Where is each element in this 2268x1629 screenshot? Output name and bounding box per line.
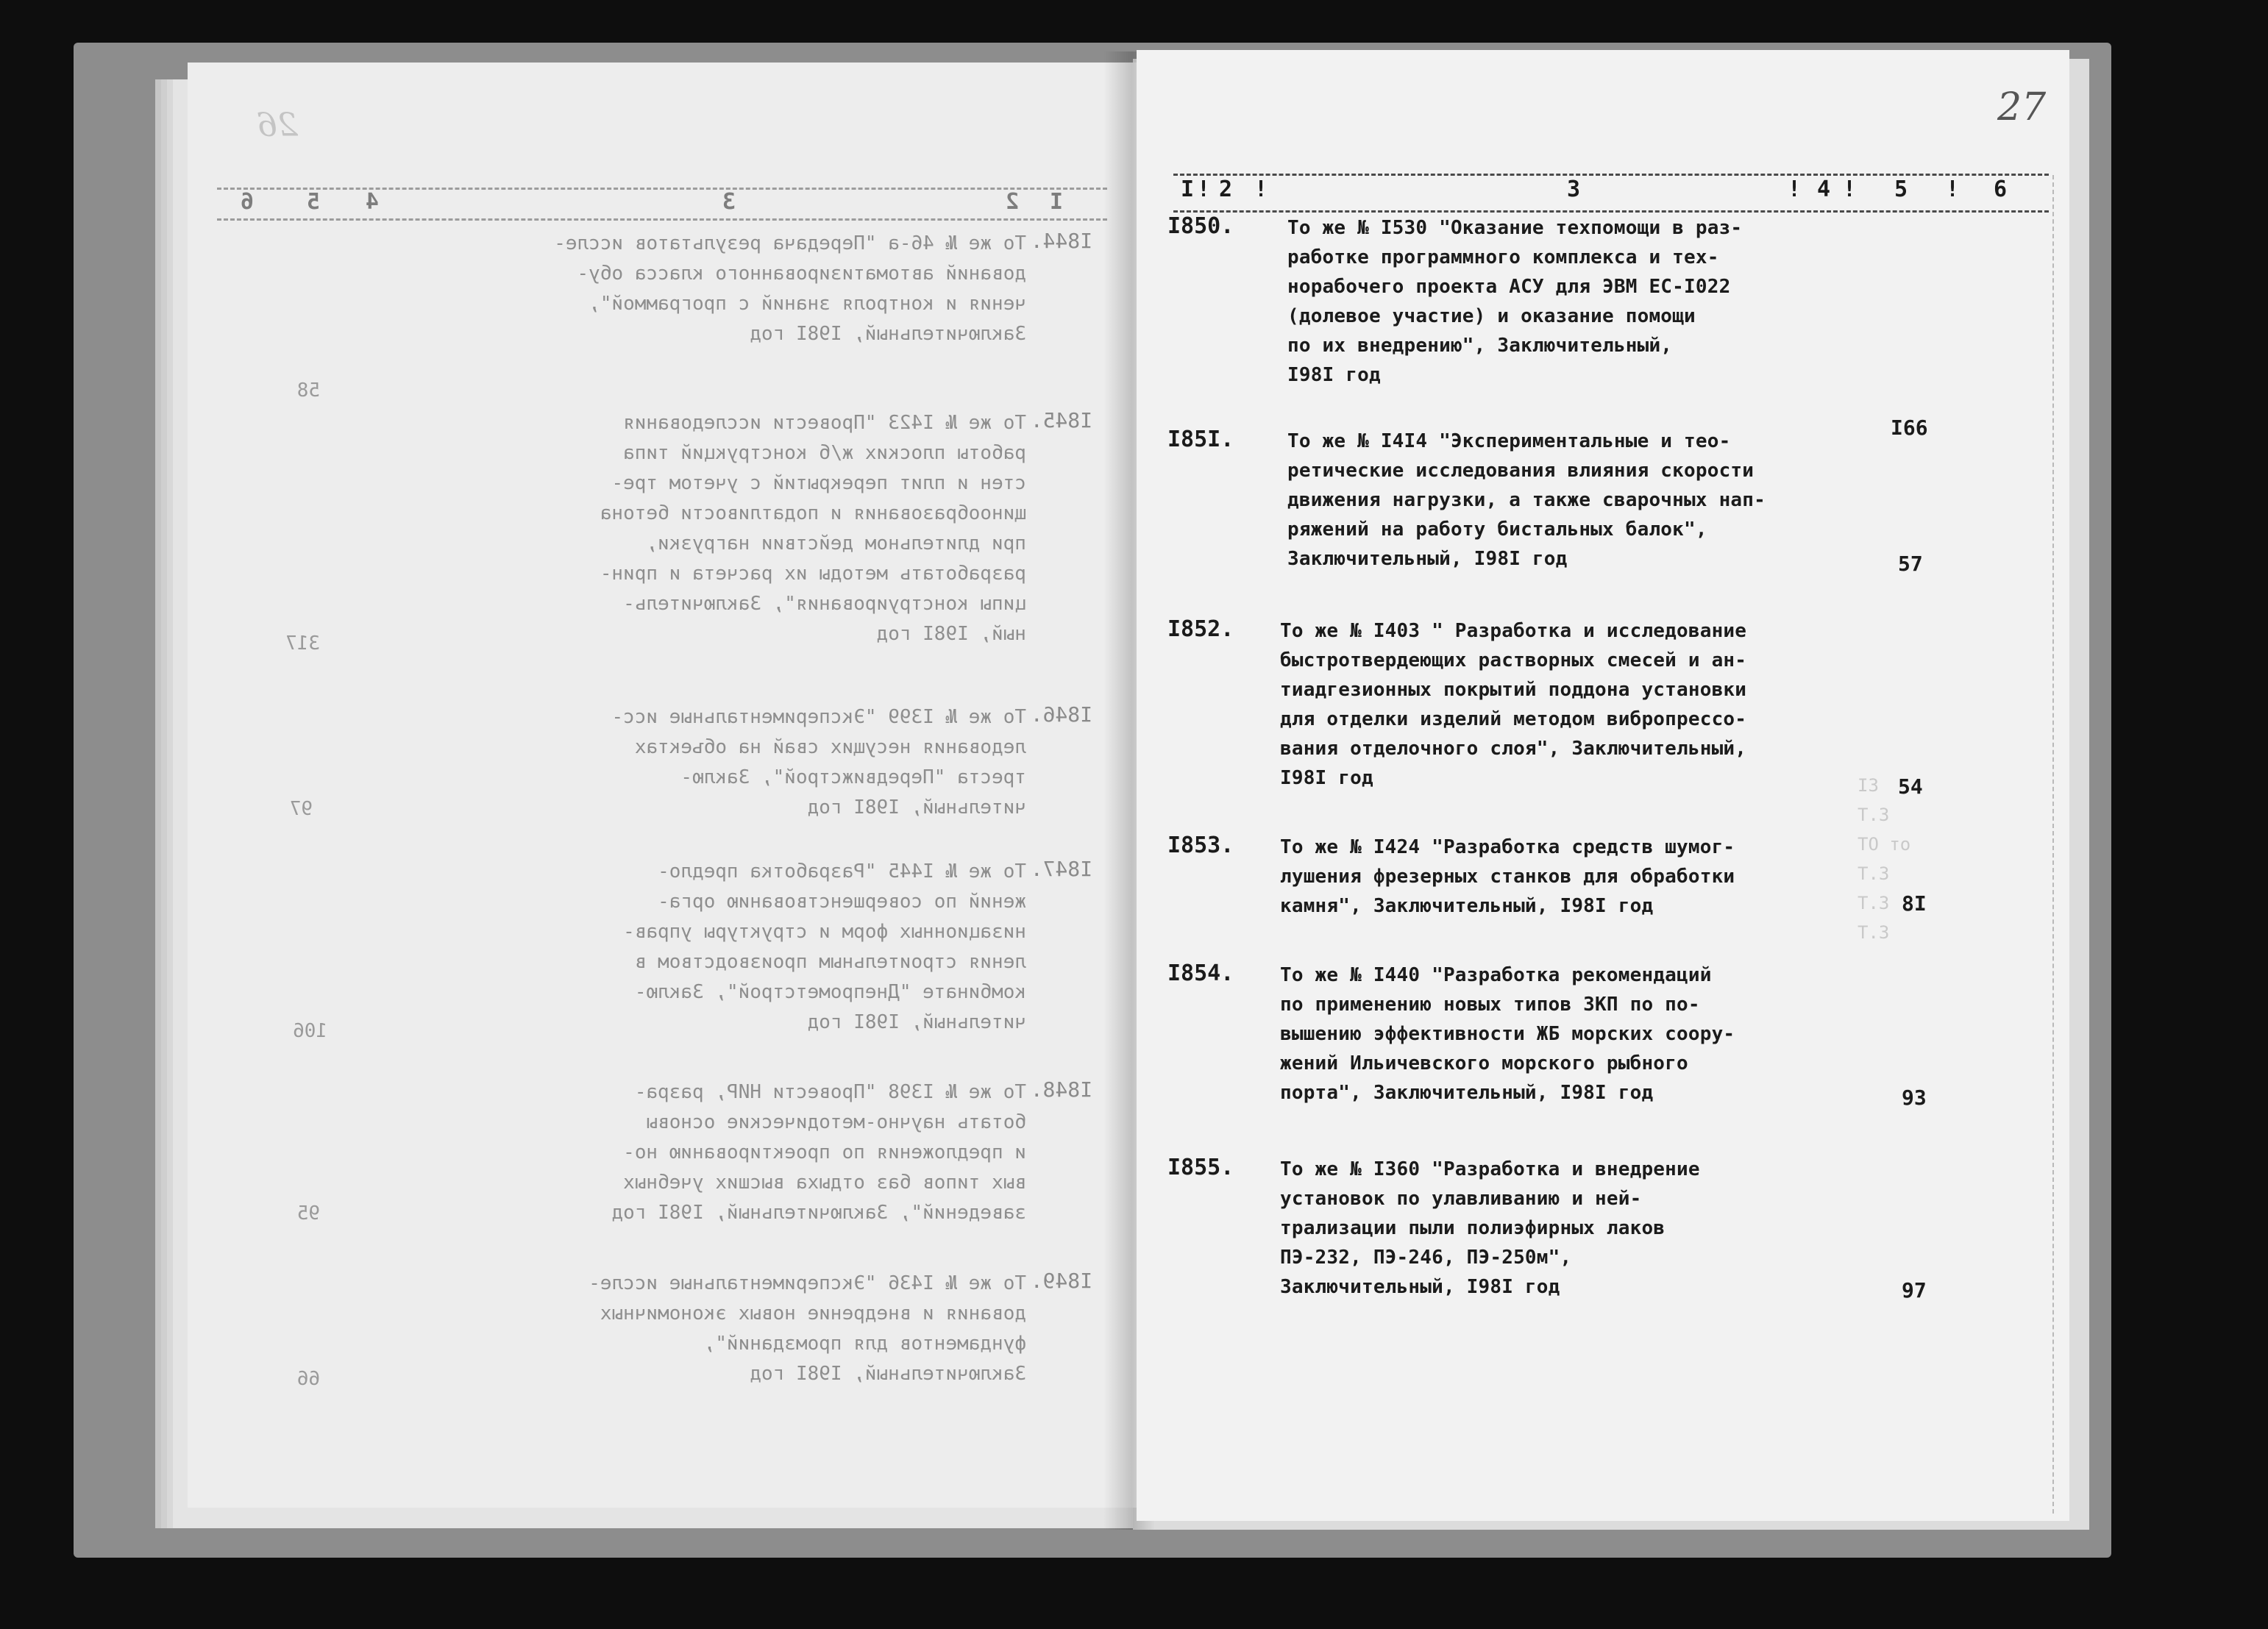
entry-value: 106 [293, 1020, 327, 1042]
header-col-2: 2 [1005, 189, 1019, 215]
header-rule-bottom [217, 218, 1107, 221]
header-col-4: 4 [1817, 177, 1831, 202]
header-sep: ! [1788, 177, 1802, 202]
entry-number: I850. [1167, 213, 1234, 239]
entry-number: I847. [1030, 857, 1092, 881]
header-col-4: 4 [365, 189, 379, 215]
entry-number: I852. [1167, 616, 1234, 642]
entry-number: I846. [1030, 702, 1092, 727]
entry-value: 97 [289, 798, 313, 820]
header-col-3: 3 [1567, 177, 1581, 202]
bleed-through-text: I3 Т.З ТО то Т.З Т.З Т.З [1858, 775, 1911, 943]
entry-value: 57 [1898, 552, 1923, 576]
entry-number: I85I. [1167, 427, 1234, 452]
entry-text: То же № I424 "Разработка средств шумог- лушения фрезерных станков для обработки камня", Заключительный, I98I год [1280, 836, 1735, 917]
header-sep: ! [1254, 177, 1268, 202]
entry-text: То же № I360 "Разработка и внедрение установок по улавливанию и ней- трализации пыли полиэфирных лаков ПЭ-232, ПЭ-246, ПЭ-250м", Заключительный, I98I год [1280, 1158, 1700, 1298]
header-sep: ! [1843, 177, 1857, 202]
header-col-5: 5 [306, 189, 320, 215]
right-page [1137, 50, 2069, 1521]
left-page-number: 26 [257, 107, 298, 144]
entry-text: То же № I530 "Оказание техпомощи в раз- работке программного комплекса и тех- норабочего проекта АСУ для ЭВМ ЕС-I022 (долевое участие) и оказание помощи по их внедрению", Заключительный, I98I год [1287, 217, 1743, 386]
entry-value: 54 [1898, 774, 1923, 799]
page-number: 27 [1997, 85, 2047, 129]
header-rule-top [1173, 174, 2049, 176]
entry-text: То же № I445 "Разработка предло- жений по совершенствованию орга- низационных форм и структуры управ- ления строительным производством в комбинате "Днепрометстрой", Заклю- чительный, I98I год [623, 860, 1026, 1033]
entry-value: 97 [1902, 1278, 1927, 1302]
entry-value: 66 [296, 1368, 320, 1390]
entry-number: I848. [1030, 1077, 1092, 1102]
header-col-1: I [1049, 189, 1063, 215]
margin-perforation [2052, 175, 2054, 1514]
left-page [188, 63, 1137, 1508]
entry-value: I66 [1891, 416, 1928, 440]
entry-text: То же № I398 "Провести НИР, разра- ботать научно-методические основы и предложения по проектированию но- вых типов баз отдыха высших учебных заведений", Заключительный, I98I год [611, 1081, 1026, 1224]
entry-value: 8I [1902, 891, 1927, 916]
entry-number: I855. [1167, 1155, 1234, 1180]
header-sep: ! [1197, 177, 1211, 202]
entry-value: 95 [296, 1202, 320, 1225]
entry-value: 58 [296, 379, 320, 402]
entry-number: I844. [1030, 229, 1092, 253]
header-col-6: 6 [240, 189, 254, 215]
entry-number: I849. [1030, 1269, 1092, 1293]
entry-text: То же № I436 "Экспериментальные иссле- дования и внедрение новых экономичных фундаментов для промзданий", Заключительный, I98I год [589, 1272, 1026, 1385]
header-rule-top [217, 188, 1107, 190]
entry-number: I853. [1167, 833, 1234, 858]
header-col-2: 2 [1219, 177, 1233, 202]
entry-text: То же № I440 "Разработка рекомендаций по применению новых типов ЗКП по по- вышению эффективности ЖБ морских соору- жений Ильичевского морского рыбного порта", Заключительный, I98I год [1280, 964, 1735, 1104]
entry-text: То же № I4I4 "Экспериментальные и тео- ретические исследования влияния скорости движения нагрузки, а также сварочных нап- ряжений на работу бистальных балок", Заключительный, I98I год [1287, 430, 1766, 570]
header-col-5: 5 [1894, 177, 1908, 202]
entry-text: То же № 46-а "Передача результатов иссле- дований автоматизированного класса обу- чения и контроля знаний с программой", Заключительный, I98I год [554, 232, 1026, 345]
header-col-6: 6 [1994, 177, 2008, 202]
header-rule-bottom [1173, 210, 2049, 213]
entry-number: I854. [1167, 960, 1234, 986]
header-sep: ! [1946, 177, 1960, 202]
header-col-3: 3 [722, 189, 736, 215]
entry-value: 317 [285, 632, 320, 655]
entry-text: То же № I423 "Провести исследования работы плоских ж/б конструкций типа стен и плит перекрытий с учетом тре- щинообразования и податливости бетона при длительном действии нагрузки, разработать методы их расчета и прин- ципы конструирования", Заключитель- ный, I98I год [600, 412, 1026, 645]
entry-number: I845. [1030, 408, 1092, 432]
entry-value: 93 [1902, 1086, 1927, 1110]
entry-text: То же № I403 " Разработка и исследование быстротвердеющих растворных смесей и ан- тиадгезионных покрытий поддона установки для отделки изделий методом вибропрессо- вания отделочного слоя", Заключительный, I98I год [1280, 620, 1747, 789]
entry-text: То же № I399 "Экспериментальные исс- ледования несущих свай на объектах треста "Передвижстрой", Заклю- чительный, I98I год [611, 706, 1026, 819]
left-page-mirrored-text [188, 63, 1137, 1508]
header-col-1: I [1181, 177, 1195, 202]
